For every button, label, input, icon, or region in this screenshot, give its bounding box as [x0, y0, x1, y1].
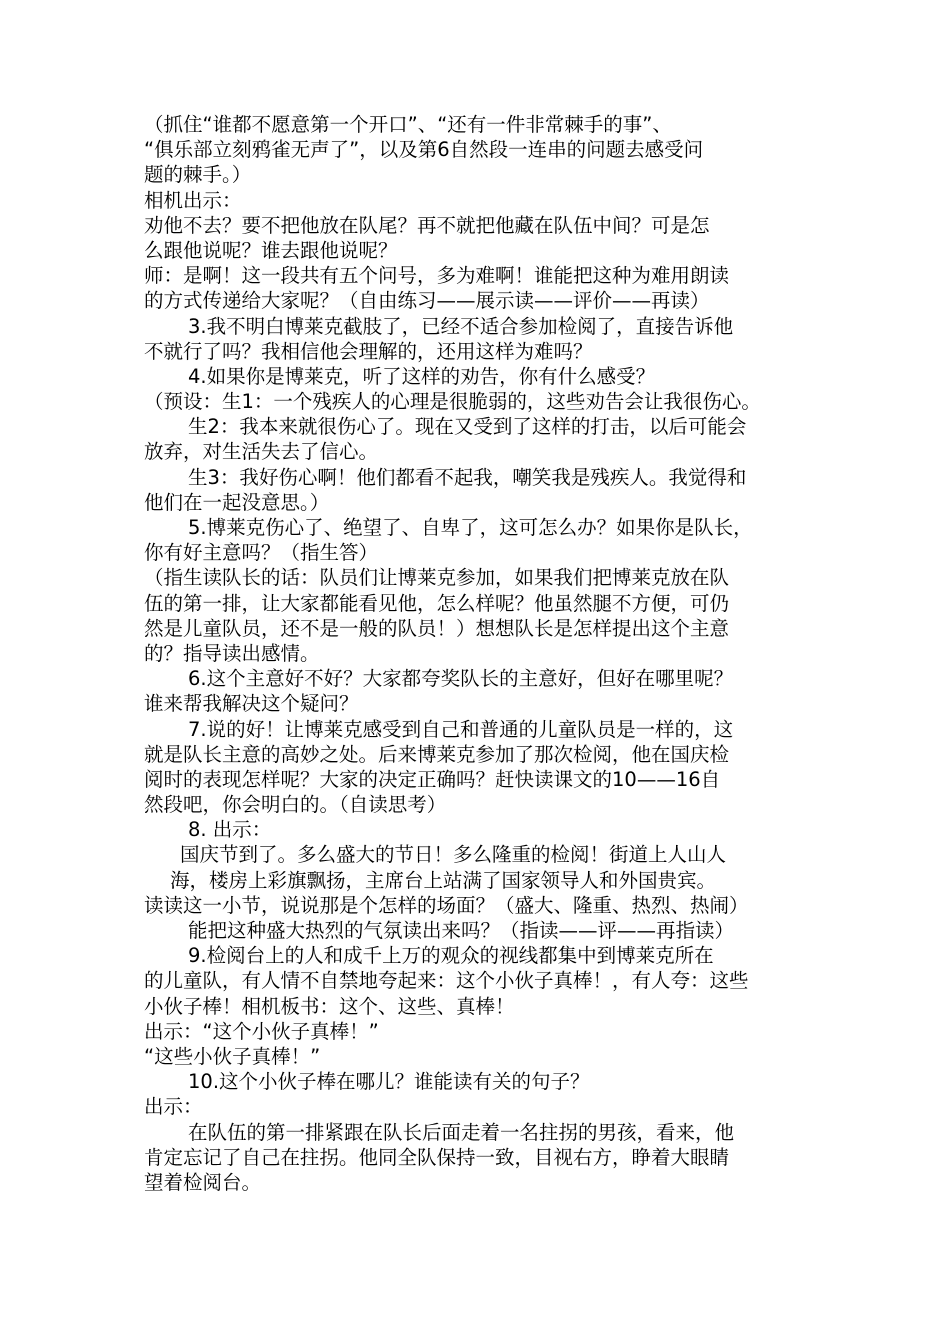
text-line: 7.说的好！让博莱克感受到自己和普通的儿童队员是一样的，这 — [188, 717, 734, 741]
text-line: 肯定忘记了自己在拄拐。他同全队保持一致，目视右方，睁着大眼睛 — [144, 1145, 730, 1169]
text-line: 生3：我好伤心啊！他们都看不起我，嘲笑我是残疾人。我觉得和 — [188, 465, 747, 489]
text-line: 3.我不明白博莱克截肢了，已经不适合参加检阅了，直接告诉他 — [188, 314, 734, 338]
text-line: 谁来帮我解决这个疑问？ — [144, 692, 359, 716]
text-line: 然是儿童队员，还不是一般的队员！）想想队长是怎样提出这个主意 — [144, 616, 730, 640]
text-line: 题的棘手。） — [144, 163, 252, 187]
document-page — [144, 112, 814, 1195]
text-line: 相机出示： — [144, 188, 242, 212]
text-line: （抓住“谁都不愿意第一个开口”、“还有一件非常棘手的事”、 — [144, 113, 672, 136]
text-line: 的儿童队，有人情不自禁地夸起来：这个小伙子真棒！，有人夸：这些 — [144, 969, 749, 993]
text-line: 8. 出示： — [188, 818, 272, 842]
text-line: “俱乐部立刻鸦雀无声了”，以及第6自然段一连串的问题去感受问 — [144, 138, 704, 162]
text-line: 阅时的表现怎样呢？大家的决定正确吗？赶快读课文的10——16自 — [144, 767, 721, 791]
text-line: 么跟他说呢？谁去跟他说呢？ — [144, 238, 398, 262]
text-line: 放弃，对生活失去了信心。 — [144, 440, 379, 464]
text-line: 伍的第一排，让大家都能看见他，怎么样呢？他虽然腿不方便，可仍 — [144, 591, 730, 615]
text-line: 你有好主意吗？（指生答） — [144, 541, 379, 565]
text-line: 他们在一起没意思。） — [144, 490, 330, 514]
text-line: 生2：我本来就很伤心了。现在又受到了这样的打击，以后可能会 — [188, 415, 747, 439]
text-line: 读读这一小节，说说那是个怎样的场面？（盛大、隆重、热烈、热闹） — [144, 893, 749, 917]
text-line: （指生读队长的话：队员们让博莱克参加，如果我们把博莱克放在队 — [144, 566, 730, 590]
text-line: 5.博莱克伤心了、绝望了、自卑了，这可怎么办？如果你是队长， — [188, 516, 753, 539]
text-line: “这些小伙子真棒！” — [144, 1044, 321, 1068]
text-line: 国庆节到了。多么盛大的节日！多么隆重的检阅！街道上人山人 — [180, 843, 727, 867]
text-line: 在队伍的第一排紧跟在队长后面走着一名拄拐的男孩，看来，他 — [188, 1120, 735, 1144]
text-line: 不就行了吗？我相信他会理解的，还用这样为难吗？ — [144, 339, 593, 363]
text-line: 9.检阅台上的人和成千上万的观众的视线都集中到博莱克所在 — [188, 944, 714, 968]
text-line: 望着检阅台。 — [144, 1170, 262, 1194]
text-line: 10.这个小伙子棒在哪儿？谁能读有关的句子？ — [188, 1070, 590, 1094]
text-line: 海，楼房上彩旗飘扬，主席台上站满了国家领导人和外国贵宾。 — [170, 868, 717, 892]
text-line: 6.这个主意好不好？大家都夸奖队长的主意好，但好在哪里呢？ — [188, 667, 734, 691]
text-line: （预设：生1：一个残疾人的心理是很脆弱的，这些劝告会让我很伤心。 — [144, 390, 761, 414]
text-line: 出示： — [144, 1095, 203, 1119]
text-line: 能把这种盛大热烈的气氛读出来吗？（指读——评——再指读） — [188, 919, 735, 942]
text-line: 的方式传递给大家呢？（自由练习——展示读——评价——再读） — [144, 289, 710, 313]
text-line: 劝他不去？要不把他放在队尾？再不就把他藏在队伍中间？可是怎 — [144, 213, 710, 237]
text-line: 小伙子棒！相机板书：这个、这些、真棒！ — [144, 994, 515, 1018]
text-line: 出示：“这个小伙子真棒！” — [144, 1019, 379, 1043]
text-line: 4.如果你是博莱克，听了这样的劝告，你有什么感受？ — [188, 364, 656, 388]
text-line: 的？指导读出感情。 — [144, 641, 320, 665]
text-line: 就是队长主意的高妙之处。后来博莱克参加了那次检阅，他在国庆检 — [144, 742, 730, 766]
text-line: 然段吧，你会明白的。（自读思考） — [144, 793, 447, 817]
text-line: 师：是啊！这一段共有五个问号，多为难啊！谁能把这种为难用朗读 — [144, 264, 730, 288]
